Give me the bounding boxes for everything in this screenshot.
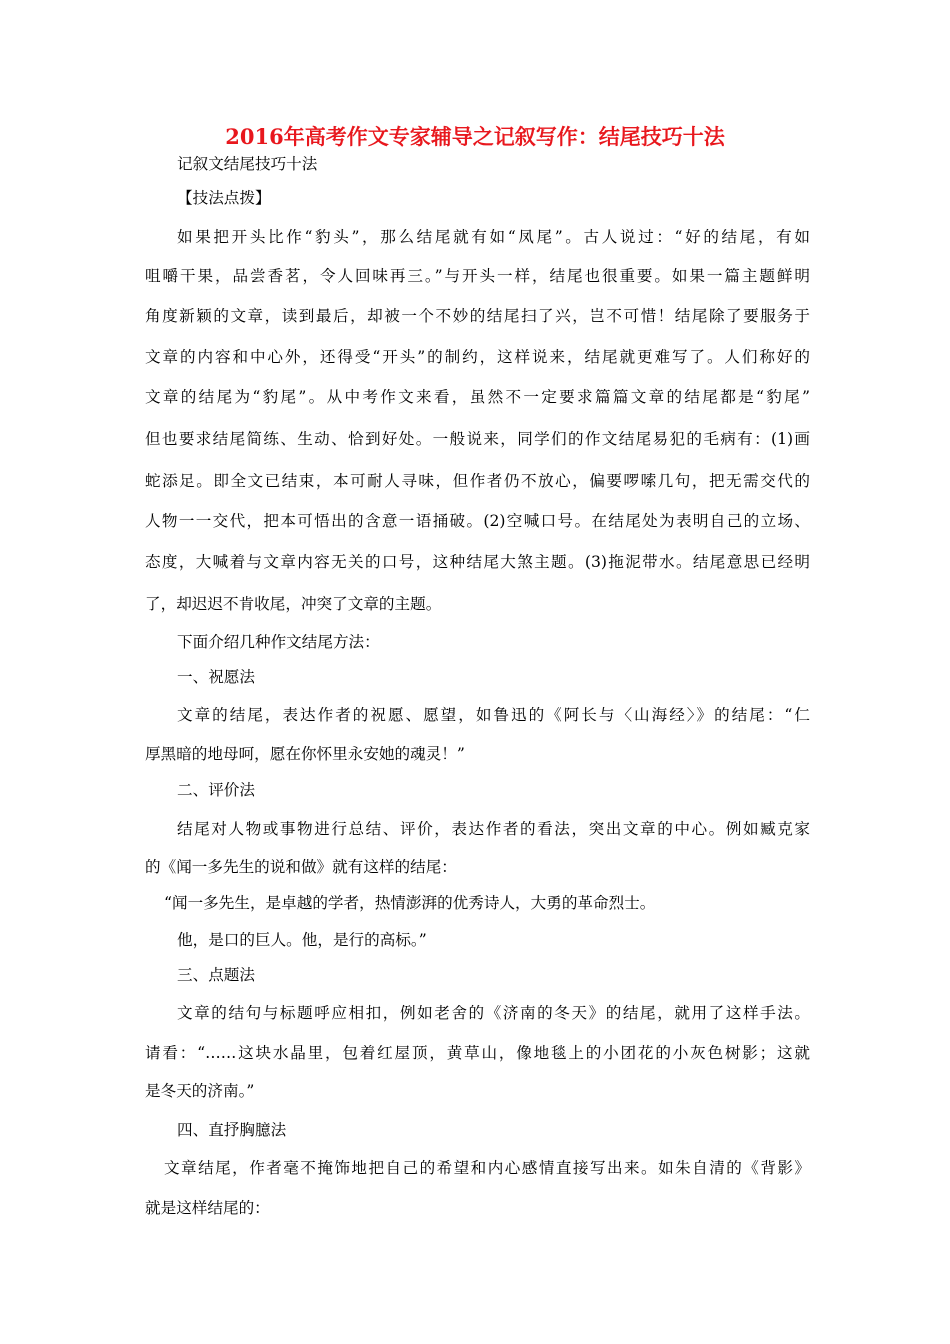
paragraph-line: 咀嚼干果，品尝香茗，令人回味再三。”与开头一样，结尾也很重要。如果一篇主题鲜明	[145, 267, 810, 285]
paragraph-line: 请看：“……这块水晶里，包着红屋顶，黄草山，像地毯上的小团花的小灰色树影；这就	[145, 1044, 810, 1062]
paragraph-line: 文章的结尾，表达作者的祝愿、愿望，如鲁迅的《阿长与〈山海经〉》的结尾：“仁	[177, 706, 810, 724]
paragraph-line: 态度，大喊着与文章内容无关的口号，这种结尾大煞主题。(3)拖泥带水。结尾意思已经明	[145, 553, 810, 571]
paragraph-line: 但也要求结尾简练、生动、恰到好处。一般说来，同学们的作文结尾易犯的毛病有：(1)画	[145, 430, 810, 448]
paragraph-line: 人物一一交代，把本可悟出的含意一语捅破。(2)空喊口号。在结尾处为表明自己的立场、	[145, 512, 810, 530]
paragraph-line: 角度新颖的文章，读到最后，却被一个不妙的结尾扫了兴，岂不可惜！结尾除了要服务于	[145, 307, 810, 325]
paragraph-line: 文章的结句与标题呼应相扣，例如老舍的《济南的冬天》的结尾，就用了这样手法。	[177, 1004, 810, 1022]
paragraph-line: 文章的内容和中心外，还得受“开头”的制约，这样说来，结尾就更难写了。人们称好的	[145, 348, 810, 366]
page-title: 2016年高考作文专家辅导之记叙写作：结尾技巧十法	[225, 124, 725, 149]
paragraph-line: 的《闻一多先生的说和做》就有这样的结尾：	[145, 858, 457, 876]
paragraph-line: 就是这样结尾的：	[145, 1199, 270, 1217]
paragraph-line: 文章结尾，作者毫不掩饰地把自己的希望和内心感情直接写出来。如朱自清的《背影》	[164, 1159, 810, 1177]
quote-line: “闻一多先生，是卓越的学者，热情澎湃的优秀诗人，大勇的革命烈士。	[164, 894, 656, 912]
paragraph-line: 下面介绍几种作文结尾方法：	[177, 633, 380, 651]
method-heading: 一、祝愿法	[177, 668, 255, 686]
method-heading: 四、直抒胸臆法	[177, 1121, 287, 1139]
paragraph-line: 是冬天的济南。”	[145, 1082, 255, 1100]
paragraph-line: 文章的结尾为“豹尾”。从中考作文来看，虽然不一定要求篇篇文章的结尾都是“豹尾”	[145, 388, 810, 406]
paragraph-line: 厚黑暗的地母呵，愿在你怀里永安她的魂灵！”	[145, 745, 465, 763]
paragraph-line: 如果把开头比作“豹头”，那么结尾就有如“凤尾”。古人说过：“好的结尾，有如	[177, 228, 810, 246]
paragraph-line: 结尾对人物或事物进行总结、评价，表达作者的看法，突出文章的中心。例如臧克家	[177, 820, 810, 838]
quote-line: 他，是口的巨人。他，是行的高标。”	[177, 931, 427, 949]
method-heading: 三、点题法	[177, 966, 255, 984]
paragraph-line: 了，却迟迟不肯收尾，冲突了文章的主题。	[145, 595, 442, 613]
paragraph-line: 蛇添足。即全文已结束，本可耐人寻味，但作者仍不放心，偏要啰嗦几句，把无需交代的	[145, 472, 810, 490]
document-subtitle: 记叙文结尾技巧十法	[177, 155, 318, 173]
section-heading: 【技法点拨】	[177, 189, 271, 207]
method-heading: 二、评价法	[177, 781, 255, 799]
